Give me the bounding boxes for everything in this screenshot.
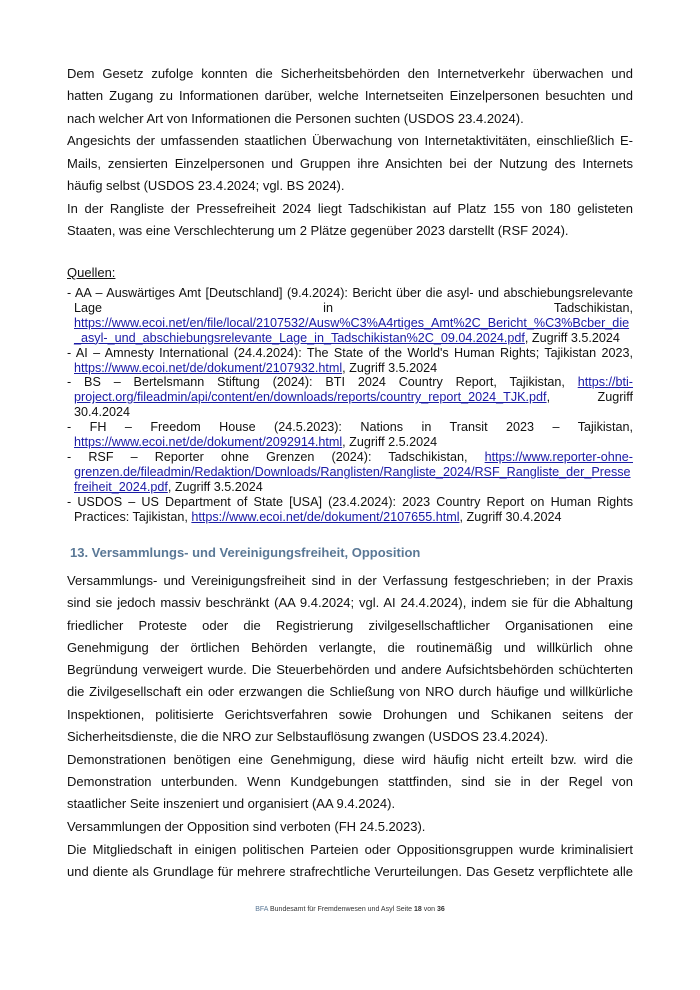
page-number: 18 <box>414 906 422 913</box>
source-link[interactable]: https://www.ecoi.net/de/dokument/2092914.html <box>74 435 343 450</box>
sources-section <box>67 265 633 525</box>
source-text: - AA – Auswärtiges Amt [Deutschland] (9.4.2024): Bericht über die asyl- und abschiebungsrelevante Lage in Tadschikistan, <box>67 286 633 315</box>
page-footer <box>0 906 700 913</box>
paragraph: Versammlungs- und Vereinigungsfreiheit sind in der Verfassung festgeschrieben; in der Praxis sind sie jedoch massiv beschränkt (AA 9.4.2024; vgl. AI 24.4.2024), indem sie für die Abhaltung friedlicher Proteste oder die Registrierung zivilgesellschaftlicher Organisationen eine Genehmigung der örtlichen Behörden verlangte, die routinemäßig und willkürlich ohne Begründung verweigert wurde. Die Steuerbehörden und andere Aufsichtsbehörden schüchterten die Zivilgesellschaft ein oder erzwangen die Schließung von NRO durch häufige und willkürliche Inspektionen, politisierte Gerichtsverfahren sowie Drohungen und Schikanen seitens der Sicherheitsdienste, die die NRO zur Selbstauflösung zwangen (USDOS 23.4.2024). <box>67 573 633 745</box>
paragraph: Die Mitgliedschaft in einigen politischen Parteien oder Oppositionsgruppen wurde kriminalisiert und diente als Grundlage für mehrere strafrechtliche Verurteilungen. Das Gesetz verpflichtete alle <box>67 842 633 880</box>
paragraph: Angesichts der umfassenden staatlichen Überwachung von Internetaktivitäten, einschließlich E-Mails, zensierten Einzelpersonen und Gruppen ihre Ansichten bei der Nutzung des Internets häufig selbst (USDOS 23.4.2024; vgl. BS 2024). <box>67 133 633 193</box>
section-heading <box>70 545 636 560</box>
source-link[interactable]: https://www.ecoi.net/en/file/local/2107532/Ausw%C3%A4rtiges_Amt%2C_Bericht_%C3%Bcber_die_asyl-_und_abschiebungsrelevante_Lage_in_Tadschikistan%2C_09.04.2024.pdf <box>74 315 630 345</box>
paragraph: Demonstrationen benötigen eine Genehmigung, diese wird häufig nicht erteilt bzw. wird die Demonstration unterbunden. Wenn Kundgebungen stattfinden, sind sie in der Regel von staatlicher Seite inszeniert und organisiert (AA 9.4.2024). <box>67 751 633 812</box>
source-access: , Zugriff 30.4.2024 <box>459 509 562 524</box>
source-link[interactable]: https://www.ecoi.net/de/dokument/2107655.html <box>191 509 460 524</box>
source-access: , Zugriff 3.5.2024 <box>524 330 620 345</box>
source-item <box>67 375 633 420</box>
source-link[interactable]: https://www.reporter-ohne-grenzen.de/fileadmin/Redaktion/Downloads/Ranglisten/Rangliste_2024/RSF_Rangliste_der_Pressefreiheit_2024.pdf <box>74 449 633 494</box>
paragraph: In der Rangliste der Pressefreiheit 2024 liegt Tadschikistan auf Platz 155 von 180 gelisteten Staaten, was eine Verschlechterung um 2 Plätze gegenüber 2023 darstellt (RSF 2024). <box>67 200 633 239</box>
source-link[interactable]: https://bti-project.org/fileadmin/api/content/en/downloads/reports/country_report_2024_TJK.pdf <box>74 375 633 405</box>
footer-org: Bundesamt für Fremdenwesen und Asyl <box>270 906 395 913</box>
source-text: - AI – Amnesty International (24.4.2024): The State of the World's Human Rights; Tajikistan 2023, <box>67 345 633 360</box>
source-access: , Zugriff 3.5.2024 <box>342 360 438 375</box>
source-text: - BS – Bertelsmann Stiftung (2024): BTI 2024 Country Report, Tajikistan, <box>67 375 578 390</box>
heading-text: 13. Versammlungs- und Vereinigungsfreiheit, Opposition <box>70 545 421 560</box>
footer-of-label: von <box>423 906 436 913</box>
source-access: , Zugriff 2.5.2024 <box>342 435 438 450</box>
intro-section <box>67 63 633 243</box>
section-body <box>67 570 633 884</box>
bfa-logo: BFA <box>255 906 269 913</box>
source-item <box>67 495 633 525</box>
source-text: - FH – Freedom House (24.5.2023): Nations in Transit 2023 – Tajikistan, <box>67 420 633 435</box>
paragraph: Versammlungen der Opposition sind verboten (FH 24.5.2023). <box>67 819 426 835</box>
source-item <box>67 286 633 346</box>
paragraph: Dem Gesetz zufolge konnten die Sicherheitsbehörden den Internetverkehr überwachen und hatten Zugang zu Informationen darüber, welche Internetseiten Einzelpersonen besuchten und nach welcher Art von Informationen die Personen suchten (USDOS 23.4.2024). <box>67 66 633 126</box>
source-item <box>67 450 633 495</box>
source-link[interactable]: https://www.ecoi.net/de/dokument/2107932.html <box>74 360 343 375</box>
source-text: - RSF – Reporter ohne Grenzen (2024): Tadschikistan, <box>67 449 485 464</box>
source-item <box>67 346 633 376</box>
page-total: 36 <box>437 906 445 913</box>
source-access: , Zugriff 3.5.2024 <box>167 479 263 494</box>
source-text: - USDOS – US Department of State [USA] (23.4.2024): 2023 Country Report on Human Rights Practices: Tajikistan, <box>67 494 633 524</box>
source-item <box>67 420 633 450</box>
source-access: , Zugriff 30.4.2024 <box>74 390 633 420</box>
footer-page-label: Seite <box>396 906 413 913</box>
sources-title: Quellen: <box>67 265 116 280</box>
sources-list <box>67 286 633 525</box>
